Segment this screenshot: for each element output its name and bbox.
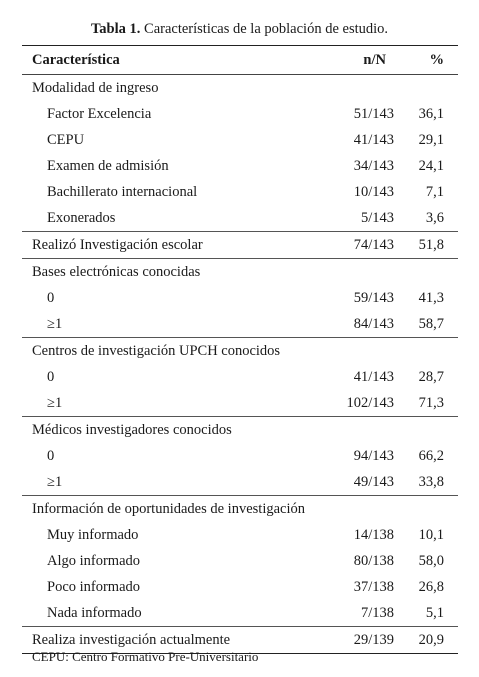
row-label: Examen de admisión (47, 158, 169, 174)
section-title: Modalidad de ingreso (32, 80, 159, 96)
row-n-value: 59/143 (353, 290, 394, 306)
row-n-value: 41/143 (353, 132, 394, 148)
section-title-row (22, 417, 458, 443)
row-n-value: 49/143 (353, 474, 394, 490)
row-label: ≥1 (47, 395, 63, 411)
row-percent-value: 66,2 (418, 448, 444, 464)
table-row (22, 469, 458, 495)
table-row (22, 101, 458, 127)
table-row (22, 548, 458, 574)
row-n-value: 34/143 (353, 158, 394, 174)
row-label: Factor Excelencia (47, 106, 152, 122)
row-n-value: 10/143 (353, 184, 394, 200)
row-n-value: 14/138 (353, 527, 394, 543)
row-label: 0 (47, 448, 55, 464)
row-n-value: 37/138 (353, 579, 394, 595)
table-caption-label: Tabla 1. (90, 21, 141, 37)
row-n-value: 5/143 (360, 210, 394, 226)
row-n-value: 102/143 (346, 395, 394, 411)
header-n-over-n: n/N (363, 52, 386, 68)
header-characteristic: Característica (32, 52, 120, 68)
row-percent-value: 71,3 (418, 395, 444, 411)
section-title-row (22, 338, 458, 364)
section-title: Médicos investigadores conocidos (32, 422, 232, 438)
row-n-value: 7/138 (360, 605, 394, 621)
row-n-value: 41/143 (353, 369, 394, 385)
section-title: Centros de investigación UPCH conocidos (32, 343, 281, 359)
row-label: 0 (47, 369, 55, 385)
row-label: ≥1 (47, 316, 63, 332)
row-label: Exonerados (47, 210, 116, 226)
header-percent: % (429, 52, 444, 68)
row-percent-value: 10,1 (418, 527, 444, 543)
table-row (22, 153, 458, 179)
table-row (22, 390, 458, 416)
row-label: CEPU (47, 132, 85, 148)
row-label: Algo informado (47, 553, 141, 569)
table-row (22, 364, 458, 390)
row-percent-value: 28,7 (418, 369, 444, 385)
row-percent-value: 26,8 (418, 579, 444, 595)
row-percent-value: 41,3 (418, 290, 444, 306)
table-row (22, 127, 458, 153)
section-n-value: 29/139 (353, 632, 394, 648)
section-percent-value: 20,9 (418, 632, 444, 648)
row-percent-value: 33,8 (418, 474, 444, 490)
row-percent-value: 3,6 (425, 210, 444, 226)
row-n-value: 94/143 (353, 448, 394, 464)
table-row (22, 311, 458, 337)
section-title: Realizó Investigación escolar (32, 237, 203, 253)
row-label: Nada informado (47, 605, 142, 621)
row-percent-value: 58,0 (418, 553, 444, 569)
section-title: Bases electrónicas conocidas (32, 264, 201, 280)
table-footnote: CEPU: Centro Formativo Pre-Universitario (32, 649, 259, 664)
row-percent-value: 58,7 (418, 316, 444, 332)
table-row (22, 443, 458, 469)
table-row (22, 179, 458, 205)
row-n-value: 80/138 (353, 553, 394, 569)
row-percent-value: 5,1 (425, 605, 444, 621)
row-percent-value: 36,1 (418, 106, 444, 122)
row-percent-value: 29,1 (418, 132, 444, 148)
row-label: Muy informado (47, 527, 139, 543)
row-label: Bachillerato internacional (47, 184, 198, 200)
row-percent-value: 24,1 (418, 158, 444, 174)
section-title-row (22, 232, 458, 258)
table-caption-text: Características de la población de estudio. (140, 21, 389, 37)
row-n-value: 84/143 (353, 316, 394, 332)
table-row (22, 205, 458, 231)
section-title: Realiza investigación actualmente (32, 632, 231, 648)
table-caption (0, 20, 479, 38)
section-percent-value: 51,8 (418, 237, 444, 253)
section-title-row (22, 75, 458, 101)
row-percent-value: 7,1 (425, 184, 444, 200)
table-body (22, 75, 458, 654)
table-row (22, 574, 458, 600)
row-n-value: 51/143 (353, 106, 394, 122)
section-title-row (22, 496, 458, 522)
table-row (22, 285, 458, 311)
table-row (22, 600, 458, 626)
row-label: 0 (47, 290, 55, 306)
section-n-value: 74/143 (353, 237, 394, 253)
table-row (22, 522, 458, 548)
row-label: ≥1 (47, 474, 63, 490)
table-header-row (22, 46, 458, 74)
section-title: Información de oportunidades de investigación (32, 501, 306, 517)
section-title-row (22, 259, 458, 285)
row-label: Poco informado (47, 579, 141, 595)
characteristics-table (22, 45, 458, 654)
